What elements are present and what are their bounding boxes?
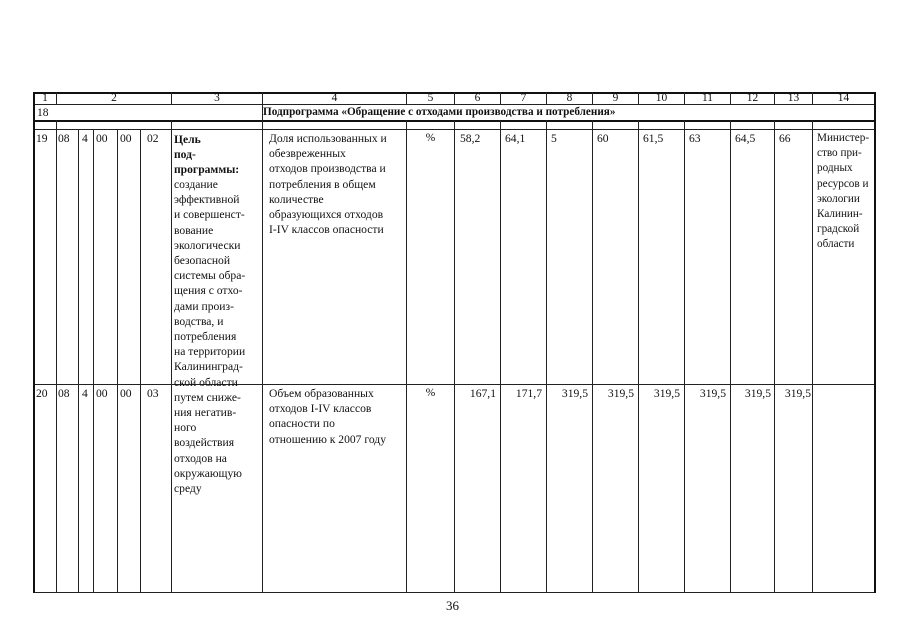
row19-responsible: Министер- ство при- родных ресурсов и экологии Калинин- градской области (817, 132, 870, 251)
row19-value-9: 60 (597, 132, 609, 145)
header-col-10: 10 (655, 92, 668, 104)
row18-number: 18 (37, 106, 49, 119)
row19-indicator: Доля использованных и обезвреженных отходов производства и потребления в общем количестве образующихся отходов I-IV классов опасности (269, 132, 387, 237)
divider (500, 120, 501, 593)
header-col-11: 11 (702, 92, 713, 104)
row20-unit: % (425, 387, 436, 399)
header-col-7: 7 (520, 92, 527, 104)
header-col-8: 8 (566, 92, 573, 104)
divider (93, 129, 94, 593)
row20-code-4: 00 (120, 387, 132, 400)
row19-value-10: 61,5 (643, 132, 664, 145)
goal-heading: Цель под- программы: (174, 133, 240, 177)
row19-value-13: 66 (779, 132, 791, 145)
goal-text: создание эффективной и совершенст- вование экологически безопасной системы обра- щения с отхо- дами произ- водства, и потребления на территории Калининград- ской области путем сниже- ния негатив- ного воздействия отходов на окружающую среду (174, 178, 246, 496)
row19-code-5: 02 (147, 132, 159, 145)
row20-value-8: 319,5 (561, 387, 588, 400)
divider (812, 120, 813, 593)
header-col-14: 14 (837, 92, 850, 104)
row20-value-6: 167,1 (469, 387, 496, 400)
row20-value-9: 319,5 (607, 387, 634, 400)
divider (140, 129, 141, 593)
header-col-13: 13 (787, 92, 800, 104)
header-col-12: 12 (746, 92, 759, 104)
divider (56, 120, 57, 593)
header-col-2: 2 (111, 92, 117, 104)
header-col-6: 6 (474, 92, 481, 104)
row20-indicator: Объем образованных отходов I-IV классов опасности по отношению к 2007 году (269, 387, 386, 446)
header-col-1: 1 (42, 92, 48, 104)
row20-value-10: 319,5 (653, 387, 680, 400)
divider (171, 120, 172, 593)
indicators-table (33, 92, 875, 593)
header-col-5: 5 (427, 92, 434, 104)
divider (262, 92, 263, 593)
row19-value-11: 63 (689, 132, 701, 145)
row19-code-3: 00 (96, 132, 108, 145)
divider (774, 120, 775, 593)
row19-unit: % (425, 132, 436, 144)
header-col-9: 9 (612, 92, 619, 104)
row19-value-12: 64,5 (735, 132, 756, 145)
row19-value-7: 64,1 (505, 132, 526, 145)
row20-value-7: 171,7 (515, 387, 542, 400)
divider (117, 129, 118, 593)
table-right-border (874, 92, 876, 593)
header-col-3: 3 (214, 92, 220, 104)
divider (638, 120, 639, 593)
row19-value-8: 5 (551, 132, 557, 145)
divider (78, 129, 79, 593)
divider (454, 120, 455, 593)
row20-code-1: 08 (58, 387, 70, 400)
row19-code-2: 4 (82, 132, 88, 145)
row19-value-6: 58,2 (460, 132, 481, 145)
row20-code-3: 00 (96, 387, 108, 400)
divider (684, 120, 685, 593)
row20-code-2: 4 (82, 387, 88, 400)
divider (592, 120, 593, 593)
row20-number: 20 (36, 387, 48, 400)
row20-value-13: 319,5 (784, 387, 811, 400)
page-number: 36 (446, 598, 459, 613)
subprogram-title: Подпрограмма «Обращение с отходами производства и потребления» (263, 106, 616, 118)
divider (406, 120, 407, 593)
row19-number: 19 (36, 132, 48, 145)
table-left-border (33, 92, 35, 593)
row19-code-1: 08 (58, 132, 70, 145)
row20-value-12: 319,5 (744, 387, 771, 400)
header-col-4: 4 (331, 92, 338, 104)
divider (730, 120, 731, 593)
row20-value-11: 319,5 (699, 387, 726, 400)
row20-code-5: 03 (147, 387, 159, 400)
divider (546, 120, 547, 593)
row19-code-4: 00 (120, 132, 132, 145)
